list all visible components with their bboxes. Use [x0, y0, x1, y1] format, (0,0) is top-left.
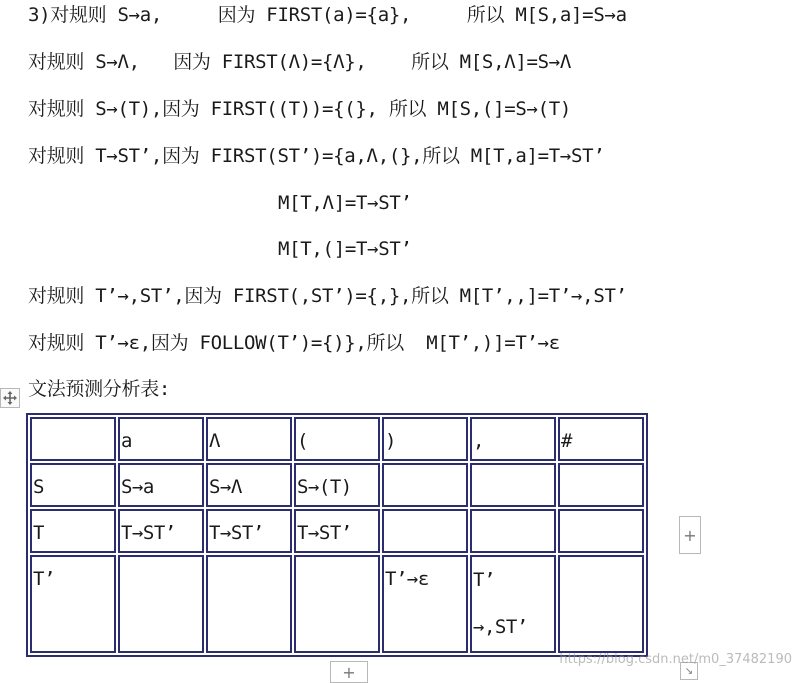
resize-icon: ↘ — [684, 665, 694, 677]
table-cell[interactable] — [294, 555, 380, 653]
table-cell[interactable] — [30, 417, 116, 461]
table-cell[interactable]: # — [558, 417, 644, 461]
table-cell[interactable]: ( — [294, 417, 380, 461]
table-cell[interactable]: T’ →,ST’ — [470, 555, 556, 653]
table-cell[interactable] — [206, 555, 292, 653]
table-cell[interactable] — [470, 463, 556, 507]
rule-line-3: 对规则 S→(T),因为 FIRST((T))={(}, 所以 M[S,(]=S→(T) — [28, 98, 572, 120]
table-cell[interactable] — [382, 463, 468, 507]
table-cell[interactable]: S→Λ — [206, 463, 292, 507]
table-cell[interactable]: , — [470, 417, 556, 461]
table-row — [30, 463, 644, 507]
table-cell[interactable]: S→a — [118, 463, 204, 507]
table-cell[interactable]: S — [30, 463, 116, 507]
table-cell[interactable]: T’→ε — [382, 555, 468, 653]
table-cell[interactable]: a — [118, 417, 204, 461]
rule-line-6: M[T,(]=T→ST’ — [278, 238, 412, 260]
table-cell[interactable]: T→ST’ — [294, 509, 380, 553]
predictive-parsing-table — [26, 413, 648, 657]
rule-line-4: 对规则 T→ST’,因为 FIRST(ST’)={a,Λ,(},所以 M[T,a]=T→ST’ — [28, 145, 605, 167]
table-cell[interactable]: T — [30, 509, 116, 553]
plus-icon: + — [342, 662, 356, 682]
table-cell[interactable] — [558, 509, 644, 553]
rule-line-7: 对规则 T’→,ST’,因为 FIRST(,ST’)={,},所以 M[T’,,]=T’→,ST’ — [28, 285, 627, 307]
rule-line-5: M[T,Λ]=T→ST’ — [278, 192, 412, 214]
rule-line-2: 对规则 S→Λ, 因为 FIRST(Λ)={Λ}, 所以 M[S,Λ]=S→Λ — [28, 51, 572, 73]
table-cell[interactable]: S→(T) — [294, 463, 380, 507]
table-cell[interactable]: ) — [382, 417, 468, 461]
watermark: https://blog.csdn.net/m0_37482190 — [559, 652, 792, 667]
table-cell[interactable]: T→ST’ — [118, 509, 204, 553]
table-caption: 文法预测分析表: — [28, 378, 171, 400]
table-cell[interactable] — [118, 555, 204, 653]
table-cell[interactable] — [558, 463, 644, 507]
move-icon — [3, 391, 17, 405]
rule-line-8: 对规则 T’→ε,因为 FOLLOW(T’)={)},所以 M[T’,)]=T’→ε — [28, 332, 560, 354]
table-cell[interactable]: T→ST’ — [206, 509, 292, 553]
table-cell[interactable]: Λ — [206, 417, 292, 461]
table-row — [30, 509, 644, 553]
table-cell[interactable] — [382, 509, 468, 553]
table-cell[interactable] — [558, 555, 644, 653]
add-column-button[interactable] — [679, 516, 701, 554]
rule-line-1: 3)对规则 S→a, 因为 FIRST(a)={a}, 所以 M[S,a]=S→a — [28, 4, 627, 26]
table-cell[interactable] — [470, 509, 556, 553]
table-row — [30, 555, 644, 653]
plus-icon: + — [683, 525, 697, 545]
table-header-row — [30, 417, 644, 461]
table-move-handle[interactable] — [0, 388, 20, 408]
table-cell[interactable]: T’ — [30, 555, 116, 653]
